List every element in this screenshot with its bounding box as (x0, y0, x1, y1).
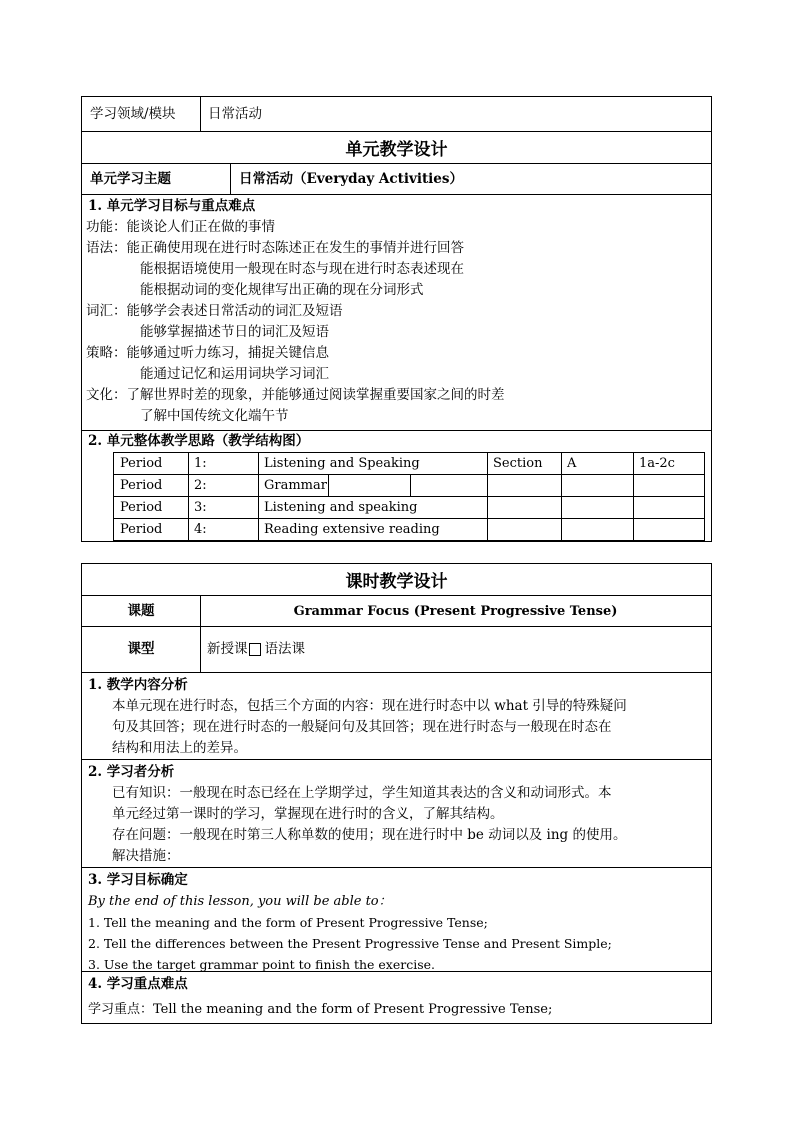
s3-intro: By the end of this lesson, you will be able to： (88, 894, 392, 909)
goal-line: 功能：能谈论人们正在做的事情 (86, 219, 275, 235)
checkbox-icon[interactable] (249, 643, 261, 656)
period-row (114, 475, 704, 497)
unit-design-table (81, 96, 712, 542)
period-number: 4: (194, 522, 207, 537)
field-label: 学习领域/模块 (90, 105, 176, 122)
goal-line: 能根据语境使用一般现在时态与现在进行时态表述现在 (140, 261, 464, 277)
lesson-design-table (81, 563, 712, 1024)
goal-line: 了解中国传统文化端午节 (140, 408, 289, 424)
goal-line: 能通过记忆和运用词块学习词汇 (140, 366, 329, 382)
period-number: 1: (194, 456, 207, 471)
type-option-grammar: 语法课 (264, 641, 305, 657)
unit-title: 单元教学设计 (345, 140, 448, 160)
topic-label: 课题 (127, 602, 155, 619)
learner-analysis-section (82, 760, 711, 868)
period-section: Section (493, 456, 543, 471)
s3-item: 3. Use the target grammar point to finish the exercise. (88, 957, 436, 972)
structure-section (82, 431, 711, 541)
goals-heading: 1. 单元学习目标与重点难点 (88, 198, 256, 214)
s3-heading: 3. 学习目标确定 (88, 872, 188, 888)
period-content: Listening and Speaking (264, 456, 420, 471)
field-row (82, 97, 711, 132)
key-points-section (82, 972, 711, 1023)
period-part: A (567, 456, 577, 471)
s2-line: 已有知识：一般现在时态已经在上学期学过，学生知道其表达的含义和动词形式。本 (112, 785, 612, 801)
period-number: 2: (194, 478, 207, 493)
goal-line: 策略：能够通过听力练习，捕捉关键信息 (86, 345, 329, 361)
s1-line: 结构和用法上的差异。 (112, 740, 247, 756)
s2-line: 解决措施： (112, 848, 180, 864)
period-row (114, 497, 704, 519)
period-content: Reading extensive reading (264, 522, 440, 537)
period-label: Period (120, 478, 163, 493)
type-row (82, 627, 711, 673)
s1-line: 本单元现在进行时态，包括三个方面的内容：现在进行时态中以 what 引导的特殊疑问 (112, 698, 627, 714)
s4-heading: 4. 学习重点难点 (88, 976, 188, 992)
theme-row (82, 164, 711, 195)
s4-line: 学习重点：Tell the meaning and the form of Present Progressive Tense; (88, 1002, 553, 1017)
topic-value: Grammar Focus (Present Progressive Tense) (293, 603, 618, 619)
s1-heading: 1. 教学内容分析 (88, 677, 188, 693)
period-row (114, 453, 704, 475)
period-content: Grammar (264, 478, 327, 493)
period-label: Period (120, 500, 163, 515)
s1-line: 句及其回答；现在进行时态的一般疑问句及其回答；现在进行时态与一般现在时态在 (112, 719, 612, 735)
theme-value: 日常活动（Everyday Activities） (239, 170, 463, 187)
period-content: Listening and speaking (264, 500, 418, 515)
goal-line: 语法：能正确使用现在进行时态陈述正在发生的事情并进行回答 (86, 240, 464, 256)
goal-line: 能根据动词的变化规律写出正确的现在分词形式 (140, 282, 424, 298)
period-number: 3: (194, 500, 207, 515)
theme-label: 单元学习主题 (90, 170, 171, 187)
objectives-section (82, 868, 711, 972)
field-value: 日常活动 (208, 105, 262, 122)
s2-line: 存在问题：一般现在时第三人称单数的使用；现在进行时中 be 动词以及 ing 的使用。 (112, 827, 627, 843)
type-label: 课型 (127, 641, 155, 657)
s3-item: 1. Tell the meaning and the form of Present Progressive Tense; (88, 915, 488, 930)
goal-line: 文化：了解世界时差的现象，并能够通过阅读掌握重要国家之间的时差 (86, 387, 505, 403)
goal-line: 能够掌握描述节日的词汇及短语 (140, 324, 329, 340)
lesson-title-row (82, 564, 711, 596)
type-option-new: 新授课 (207, 641, 248, 657)
s2-heading: 2. 学习者分析 (88, 764, 175, 780)
s3-item: 2. Tell the differences between the Present Progressive Tense and Present Simple; (88, 936, 612, 951)
goals-section (82, 195, 711, 431)
content-analysis-section (82, 673, 711, 760)
lesson-title: 课时教学设计 (345, 572, 448, 592)
period-label: Period (120, 456, 163, 471)
period-label: Period (120, 522, 163, 537)
period-range: 1a-2c (639, 456, 675, 471)
period-table (113, 452, 705, 541)
unit-title-row (82, 132, 711, 164)
structure-heading: 2. 单元整体教学思路（教学结构图） (88, 433, 310, 449)
goal-line: 词汇：能够学会表述日常活动的词汇及短语 (86, 303, 343, 319)
s2-line: 单元经过第一课时的学习，掌握现在进行时的含义，了解其结构。 (112, 806, 504, 822)
period-row (114, 519, 704, 540)
type-options (207, 627, 305, 672)
topic-row (82, 596, 711, 627)
